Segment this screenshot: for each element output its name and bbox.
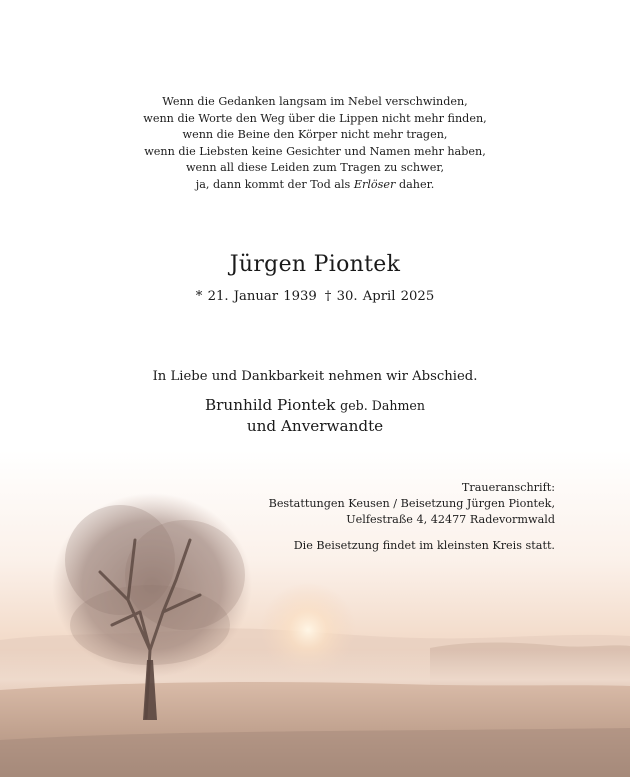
burial-note: Die Beisetzung findet im kleinsten Kreis statt. bbox=[293, 539, 555, 552]
address-line: Bestattungen Keusen / Beisetzung Jürgen Piontek, bbox=[268, 497, 555, 510]
death-date: † 30. April 2025 bbox=[324, 289, 435, 304]
address-label: Traueranschrift: bbox=[461, 481, 555, 494]
address-line: Uelfestraße 4, 42477 Radevormwald bbox=[346, 513, 555, 526]
poem-last-line bbox=[0, 177, 630, 194]
mourners bbox=[0, 395, 630, 436]
life-dates bbox=[0, 289, 630, 304]
poem-last-line-start: ja, dann kommt der Tod als bbox=[195, 177, 354, 191]
birth-date: * 21. Januar 1939 bbox=[195, 289, 317, 304]
poem-line: wenn die Beine den Körper nicht mehr tragen, bbox=[182, 128, 448, 141]
farewell-text: In Liebe und Dankbarkeit nehmen wir Abschied. bbox=[152, 369, 478, 384]
poem-emphasis: Erlöser bbox=[353, 177, 396, 191]
mourner-maiden-name: geb. Dahmen bbox=[340, 398, 425, 413]
deceased-name: Jürgen Piontek bbox=[229, 252, 401, 277]
poem-line: wenn die Worte den Weg über die Lippen nicht mehr finden, bbox=[143, 111, 487, 125]
mourner-primary bbox=[0, 395, 630, 416]
mourner-name: Brunhild Piontek bbox=[205, 396, 336, 414]
mourning-address bbox=[269, 480, 555, 528]
poem bbox=[0, 94, 630, 193]
poem-line: wenn all diese Leiden zum Tragen zu schwer, bbox=[185, 161, 445, 174]
poem-line: Wenn die Gedanken langsam im Nebel verschwinden, bbox=[162, 95, 468, 108]
mourner-others: und Anverwandte bbox=[246, 417, 384, 435]
poem-line: wenn die Liebsten keine Gesichter und Namen mehr haben, bbox=[144, 144, 486, 158]
poem-last-line-end: daher. bbox=[395, 177, 435, 191]
